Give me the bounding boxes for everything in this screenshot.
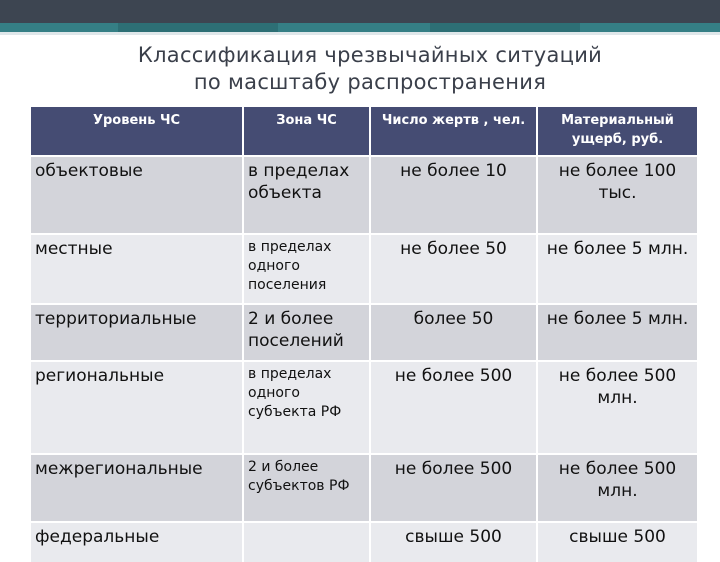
top-decor-bar xyxy=(0,0,720,23)
accent-segment xyxy=(118,23,278,32)
table-row xyxy=(31,234,697,304)
cell-damage: не более 5 млн. xyxy=(537,234,697,304)
cell-damage: не более 500 млн. xyxy=(537,361,697,454)
table-row xyxy=(31,454,697,522)
light-decor-bar xyxy=(0,32,720,35)
cell-damage: свыше 500 xyxy=(537,522,697,562)
cell-damage: не более 500 млн. xyxy=(537,454,697,522)
cell-victims: не более 500 xyxy=(370,361,537,454)
header-damage: Материальный ущерб, руб. xyxy=(537,107,697,156)
cell-level: местные xyxy=(31,234,243,304)
cell-level: межрегиональные xyxy=(31,454,243,522)
cell-level: региональные xyxy=(31,361,243,454)
accent-decor-bar xyxy=(0,23,720,32)
cell-zone: 2 и более субъектов РФ xyxy=(243,454,370,522)
cell-damage: не более 5 млн. xyxy=(537,304,697,361)
header-victims: Число жертв , чел. xyxy=(370,107,537,156)
cell-level: федеральные xyxy=(31,522,243,562)
table-row xyxy=(31,522,697,562)
cell-victims: не более 10 xyxy=(370,156,537,234)
classification-table xyxy=(31,107,697,562)
cell-zone xyxy=(243,522,370,562)
cell-zone: в пределах одного поселения xyxy=(243,234,370,304)
table-row xyxy=(31,304,697,361)
header-zone: Зона ЧС xyxy=(243,107,370,156)
cell-level: территориальные xyxy=(31,304,243,361)
table-row xyxy=(31,156,697,234)
table-header-row xyxy=(31,107,697,156)
cell-victims: более 50 xyxy=(370,304,537,361)
title-line-2: по масштабу распространения xyxy=(193,70,547,94)
cell-zone: в пределах объекта xyxy=(243,156,370,234)
cell-victims: не более 50 xyxy=(370,234,537,304)
title-line-1: Классификация чрезвычайных ситуаций xyxy=(137,43,603,67)
header-level: Уровень ЧС xyxy=(31,107,243,156)
cell-level: объектовые xyxy=(31,156,243,234)
cell-damage: не более 100 тыс. xyxy=(537,156,697,234)
slide-title xyxy=(0,42,720,96)
table-row xyxy=(31,361,697,454)
cell-victims: не более 500 xyxy=(370,454,537,522)
cell-victims: свыше 500 xyxy=(370,522,537,562)
cell-zone: в пределах одного субъекта РФ xyxy=(243,361,370,454)
accent-segment xyxy=(430,23,580,32)
cell-zone: 2 и более поселений xyxy=(243,304,370,361)
